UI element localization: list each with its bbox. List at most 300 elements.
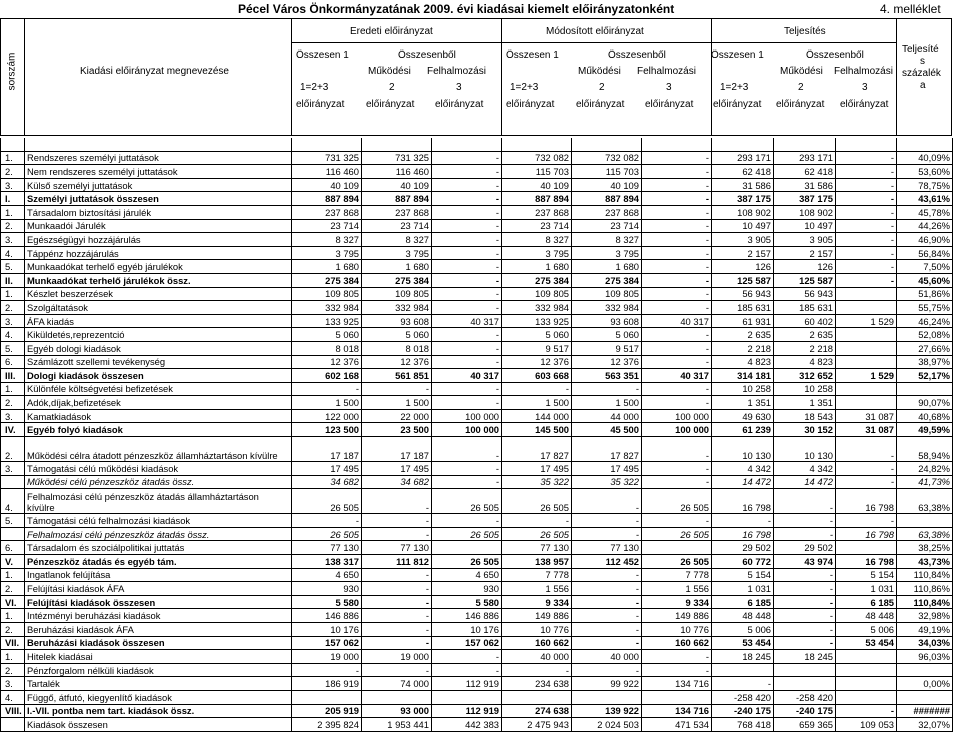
row-value: - bbox=[292, 514, 362, 528]
row-value: 12 376 bbox=[502, 355, 572, 369]
row-label: Munkaadókat terhelő járulékok össz. bbox=[25, 273, 292, 287]
row-value bbox=[642, 541, 712, 555]
row-value: 17 495 bbox=[362, 462, 432, 476]
row-value: - bbox=[432, 462, 502, 476]
row-value: - bbox=[836, 260, 897, 274]
row-value: 1 500 bbox=[572, 396, 642, 410]
row-value: - bbox=[642, 462, 712, 476]
row-value: 17 827 bbox=[502, 437, 572, 462]
row-value: 5 060 bbox=[292, 328, 362, 342]
row-value: 4 650 bbox=[292, 568, 362, 582]
row-value: - bbox=[642, 355, 712, 369]
row-value: 1 031 bbox=[712, 582, 774, 596]
row-number: 5. bbox=[1, 341, 25, 355]
row-value: 133 925 bbox=[292, 314, 362, 328]
row-value: 17 495 bbox=[292, 462, 362, 476]
row-value: 237 868 bbox=[572, 205, 642, 219]
row-value: 49,19% bbox=[897, 623, 953, 637]
row-value: - bbox=[642, 178, 712, 192]
row-value: 44 000 bbox=[572, 409, 642, 423]
row-value: - bbox=[362, 636, 432, 650]
row-value: 274 638 bbox=[502, 704, 572, 718]
row-label bbox=[25, 138, 292, 151]
row-value: - bbox=[642, 246, 712, 260]
row-value: 7 778 bbox=[642, 568, 712, 582]
row-value: - bbox=[836, 246, 897, 260]
row-label: Támogatási célú felhalmozási kiadások bbox=[25, 514, 292, 528]
row-value: - bbox=[432, 328, 502, 342]
row-label: Kamatkiadások bbox=[25, 409, 292, 423]
row-value: 10 176 bbox=[292, 623, 362, 637]
row-value: 99 922 bbox=[572, 677, 642, 691]
row-value: 563 351 bbox=[572, 369, 642, 383]
row-number: II. bbox=[1, 273, 25, 287]
row-value: - bbox=[362, 382, 432, 396]
row-value: 2 157 bbox=[774, 246, 836, 260]
row-value: 887 894 bbox=[502, 192, 572, 206]
h-pct-4: a bbox=[920, 80, 926, 91]
row-value: 332 984 bbox=[292, 301, 362, 315]
row-value: 144 000 bbox=[502, 409, 572, 423]
row-value: 112 919 bbox=[432, 704, 502, 718]
row-value: 2 635 bbox=[712, 328, 774, 342]
h-mod-e3: előirányzat bbox=[645, 99, 694, 110]
row-value: 134 716 bbox=[642, 677, 712, 691]
row-value: - bbox=[432, 514, 502, 528]
row-number: 5. bbox=[1, 260, 25, 274]
row-value: 38,97% bbox=[897, 355, 953, 369]
row-label: Egyéb folyó kiadások bbox=[25, 423, 292, 437]
row-value: - bbox=[572, 636, 642, 650]
row-number: 3. bbox=[1, 233, 25, 247]
row-label: Pénzforgalom nélküli kiadások bbox=[25, 663, 292, 677]
row-value: 38,25% bbox=[897, 541, 953, 555]
row-value: 35 322 bbox=[502, 475, 572, 489]
header-group-fulfilled: Teljesítés bbox=[784, 26, 826, 37]
row-value: - bbox=[572, 582, 642, 596]
row-number: 1. bbox=[1, 382, 25, 396]
row-value: - bbox=[836, 233, 897, 247]
table-row bbox=[1, 260, 953, 274]
row-label: Szolgáltatások bbox=[25, 301, 292, 315]
row-value: - bbox=[774, 582, 836, 596]
row-value bbox=[432, 138, 502, 151]
row-value: - bbox=[836, 151, 897, 165]
row-value: 122 000 bbox=[292, 409, 362, 423]
row-number: 1. bbox=[1, 205, 25, 219]
row-label: I.-VII. pontba nem tart. kiadások össz. bbox=[25, 704, 292, 718]
row-value: - bbox=[432, 219, 502, 233]
row-value: 26 505 bbox=[432, 527, 502, 541]
row-number bbox=[1, 527, 25, 541]
row-value: 23 500 bbox=[362, 423, 432, 437]
row-number: 1. bbox=[1, 151, 25, 165]
row-value: 43 974 bbox=[774, 555, 836, 569]
row-number: 1. bbox=[1, 568, 25, 582]
row-value: 2 475 943 bbox=[502, 718, 572, 732]
row-value: 14 472 bbox=[712, 475, 774, 489]
h-mod-c3: 3 bbox=[666, 82, 672, 93]
row-value bbox=[836, 663, 897, 677]
table-row bbox=[1, 178, 953, 192]
row-value: 40 000 bbox=[572, 650, 642, 664]
h-mod-of: Összesenből bbox=[608, 50, 666, 61]
row-value: 62 418 bbox=[712, 165, 774, 179]
row-value: 40 317 bbox=[642, 369, 712, 383]
row-value: 100 000 bbox=[432, 409, 502, 423]
row-value: - bbox=[362, 609, 432, 623]
row-label: Társadalom és szociálpolitikai juttatás bbox=[25, 541, 292, 555]
row-value: 31 586 bbox=[774, 178, 836, 192]
table-row bbox=[1, 663, 953, 677]
row-value: 52,17% bbox=[897, 369, 953, 383]
row-value: 1 351 bbox=[774, 396, 836, 410]
row-label: Támogatási célú működési kiadások bbox=[25, 462, 292, 476]
row-value: 10 776 bbox=[642, 623, 712, 637]
h-ful-of: Összesenből bbox=[806, 50, 864, 61]
table-row bbox=[1, 555, 953, 569]
row-number bbox=[1, 475, 25, 489]
row-value: 4 650 bbox=[432, 568, 502, 582]
row-value: 16 798 bbox=[712, 489, 774, 514]
row-value: 45,60% bbox=[897, 273, 953, 287]
row-value: 19 000 bbox=[362, 650, 432, 664]
row-value bbox=[502, 690, 572, 704]
row-value: - bbox=[642, 233, 712, 247]
row-label: Beruházási kiadások összesen bbox=[25, 636, 292, 650]
row-value: 9 334 bbox=[642, 595, 712, 609]
row-label: Munkaadói Járulék bbox=[25, 219, 292, 233]
row-value: 41,73% bbox=[897, 475, 953, 489]
row-value: 16 798 bbox=[712, 527, 774, 541]
row-label: Társadalom biztosítási járulék bbox=[25, 205, 292, 219]
row-value: 62 418 bbox=[774, 165, 836, 179]
row-value: 100 000 bbox=[642, 409, 712, 423]
header-sorszam: sorszám bbox=[6, 52, 18, 91]
row-value: 138 957 bbox=[502, 555, 572, 569]
row-value: 237 868 bbox=[502, 205, 572, 219]
row-value: 100 000 bbox=[642, 423, 712, 437]
row-value: - bbox=[836, 219, 897, 233]
row-value: 5 580 bbox=[432, 595, 502, 609]
row-value: 40 109 bbox=[572, 178, 642, 192]
row-label: Működési célú pénzeszköz átadás össz. bbox=[25, 475, 292, 489]
row-value: - bbox=[432, 192, 502, 206]
row-value: - bbox=[642, 205, 712, 219]
row-value: 100 000 bbox=[432, 423, 502, 437]
h-mod-e2: előirányzat bbox=[576, 99, 625, 110]
row-value: 31 087 bbox=[836, 423, 897, 437]
row-value: 3 795 bbox=[502, 246, 572, 260]
h-ful-total: Összesen 1 bbox=[711, 50, 764, 61]
table-row bbox=[1, 396, 953, 410]
row-value: 78,75% bbox=[897, 178, 953, 192]
row-value bbox=[432, 541, 502, 555]
row-number: 3. bbox=[1, 314, 25, 328]
row-value bbox=[642, 138, 712, 151]
row-value: 126 bbox=[712, 260, 774, 274]
row-value: 46,90% bbox=[897, 233, 953, 247]
row-number: 2. bbox=[1, 396, 25, 410]
row-value bbox=[836, 650, 897, 664]
row-value: 1 500 bbox=[292, 396, 362, 410]
row-value: 149 886 bbox=[642, 609, 712, 623]
row-value: 1 953 441 bbox=[362, 718, 432, 732]
row-value: - bbox=[642, 151, 712, 165]
table-row bbox=[1, 287, 953, 301]
row-value: 10 130 bbox=[774, 437, 836, 462]
row-value bbox=[774, 138, 836, 151]
row-value: 77 130 bbox=[292, 541, 362, 555]
row-value bbox=[836, 287, 897, 301]
row-value: - bbox=[774, 623, 836, 637]
row-value: 44,26% bbox=[897, 219, 953, 233]
table-row bbox=[1, 636, 953, 650]
row-value: 27,66% bbox=[897, 341, 953, 355]
row-value: - bbox=[836, 178, 897, 192]
row-value: 602 168 bbox=[292, 369, 362, 383]
row-value: - bbox=[432, 301, 502, 315]
row-value: 26 505 bbox=[432, 489, 502, 514]
table-row bbox=[1, 138, 953, 151]
row-value: 93 000 bbox=[362, 704, 432, 718]
row-value: -258 420 bbox=[774, 690, 836, 704]
table-row bbox=[1, 423, 953, 437]
row-value: 3 795 bbox=[572, 246, 642, 260]
row-value bbox=[836, 355, 897, 369]
row-label: Felújítási kiadások összesen bbox=[25, 595, 292, 609]
row-value: 61 239 bbox=[712, 423, 774, 437]
row-value bbox=[836, 396, 897, 410]
row-value: 26 505 bbox=[642, 555, 712, 569]
row-value: - bbox=[774, 489, 836, 514]
row-value: - bbox=[836, 514, 897, 528]
row-value: 12 376 bbox=[572, 355, 642, 369]
row-number: 6. bbox=[1, 541, 25, 555]
row-value: - bbox=[642, 260, 712, 274]
row-value: 26 505 bbox=[502, 527, 572, 541]
row-value bbox=[712, 663, 774, 677]
row-value: 205 919 bbox=[292, 704, 362, 718]
row-label: Pénzeszköz átadás és egyéb tám. bbox=[25, 555, 292, 569]
row-value bbox=[836, 382, 897, 396]
row-value bbox=[897, 514, 953, 528]
row-value: 234 638 bbox=[502, 677, 572, 691]
row-value: 32,98% bbox=[897, 609, 953, 623]
table-row bbox=[1, 301, 953, 315]
row-value: 53 454 bbox=[836, 636, 897, 650]
row-value: 8 018 bbox=[362, 341, 432, 355]
table-row bbox=[1, 489, 953, 514]
row-value bbox=[642, 690, 712, 704]
row-value bbox=[572, 690, 642, 704]
row-value: - bbox=[432, 246, 502, 260]
h-orig-total: Összesen 1 bbox=[296, 50, 349, 61]
row-value: 34 682 bbox=[362, 475, 432, 489]
row-number: 1. bbox=[1, 609, 25, 623]
row-value: 56,84% bbox=[897, 246, 953, 260]
table-row bbox=[1, 192, 953, 206]
row-value: 332 984 bbox=[362, 301, 432, 315]
row-value: 12 376 bbox=[362, 355, 432, 369]
row-label: Nem rendszeres személyi juttatások bbox=[25, 165, 292, 179]
h-orig-e1: előirányzat bbox=[296, 99, 345, 110]
row-value: - bbox=[836, 192, 897, 206]
row-value: 5 580 bbox=[292, 595, 362, 609]
row-value: 887 894 bbox=[572, 192, 642, 206]
row-value bbox=[836, 341, 897, 355]
row-number: 5. bbox=[1, 514, 25, 528]
row-value bbox=[836, 677, 897, 691]
table-row bbox=[1, 475, 953, 489]
row-value: 930 bbox=[292, 582, 362, 596]
row-value: 293 171 bbox=[712, 151, 774, 165]
row-value: 133 925 bbox=[502, 314, 572, 328]
table-row bbox=[1, 718, 953, 732]
h-mod-felh: Felhalmozási bbox=[637, 66, 696, 77]
h-orig-c3: 3 bbox=[456, 82, 462, 93]
row-number: 1. bbox=[1, 650, 25, 664]
row-value: 3 905 bbox=[712, 233, 774, 247]
header-group-original: Eredeti előirányzat bbox=[350, 26, 433, 37]
row-number: 2. bbox=[1, 165, 25, 179]
row-value: 145 500 bbox=[502, 423, 572, 437]
row-value: 48 448 bbox=[836, 609, 897, 623]
row-value: 1 680 bbox=[572, 260, 642, 274]
row-value: 3 905 bbox=[774, 233, 836, 247]
row-value: -240 175 bbox=[712, 704, 774, 718]
row-number: 1. bbox=[1, 287, 25, 301]
row-value: 116 460 bbox=[292, 165, 362, 179]
row-value: 275 384 bbox=[502, 273, 572, 287]
row-value: 26 505 bbox=[292, 489, 362, 514]
row-value: 659 365 bbox=[774, 718, 836, 732]
row-value bbox=[897, 138, 953, 151]
row-value: - bbox=[642, 328, 712, 342]
h-orig-muk: Működési bbox=[368, 66, 411, 77]
row-number: 4. bbox=[1, 246, 25, 260]
table-row bbox=[1, 609, 953, 623]
row-value: 60 772 bbox=[712, 555, 774, 569]
row-value: 126 bbox=[774, 260, 836, 274]
row-value: - bbox=[836, 704, 897, 718]
h-orig-c2: 2 bbox=[389, 82, 395, 93]
table-row bbox=[1, 527, 953, 541]
row-value: 10 176 bbox=[432, 623, 502, 637]
row-value bbox=[897, 382, 953, 396]
table-row bbox=[1, 205, 953, 219]
row-value: 116 460 bbox=[362, 165, 432, 179]
row-value: - bbox=[432, 382, 502, 396]
row-value: 8 327 bbox=[362, 233, 432, 247]
row-value: - bbox=[836, 462, 897, 476]
row-value: 23 714 bbox=[292, 219, 362, 233]
row-value: - bbox=[502, 382, 572, 396]
row-value: 2 635 bbox=[774, 328, 836, 342]
row-value: - bbox=[712, 514, 774, 528]
row-value: 16 798 bbox=[836, 489, 897, 514]
row-number: VII. bbox=[1, 636, 25, 650]
row-label: Adók,díjak,befizetések bbox=[25, 396, 292, 410]
row-value: 157 062 bbox=[292, 636, 362, 650]
row-value: 30 152 bbox=[774, 423, 836, 437]
row-value: 4 823 bbox=[712, 355, 774, 369]
row-value: - bbox=[572, 527, 642, 541]
row-value: 293 171 bbox=[774, 151, 836, 165]
row-value bbox=[774, 677, 836, 691]
row-value: 442 383 bbox=[432, 718, 502, 732]
row-number: V. bbox=[1, 555, 25, 569]
row-value: 110,84% bbox=[897, 595, 953, 609]
row-value: 96,03% bbox=[897, 650, 953, 664]
row-value: 6 185 bbox=[836, 595, 897, 609]
row-value: - bbox=[362, 582, 432, 596]
table-row bbox=[1, 690, 953, 704]
row-value: 40 109 bbox=[502, 178, 572, 192]
row-label: Felújítási kiadások ÁFA bbox=[25, 582, 292, 596]
row-value: 112 452 bbox=[572, 555, 642, 569]
row-value: 23 714 bbox=[502, 219, 572, 233]
row-value bbox=[836, 541, 897, 555]
row-label: Ingatlanok felújítása bbox=[25, 568, 292, 582]
row-value: 26 505 bbox=[292, 527, 362, 541]
row-value bbox=[836, 138, 897, 151]
row-value: 237 868 bbox=[292, 205, 362, 219]
row-value: 5 060 bbox=[572, 328, 642, 342]
row-value: 314 181 bbox=[712, 369, 774, 383]
row-value bbox=[897, 690, 953, 704]
row-value: - bbox=[642, 650, 712, 664]
row-value: 48 448 bbox=[712, 609, 774, 623]
row-value: 109 053 bbox=[836, 718, 897, 732]
row-value bbox=[502, 138, 572, 151]
row-value: 34,03% bbox=[897, 636, 953, 650]
row-value: 3 795 bbox=[362, 246, 432, 260]
row-value: - bbox=[572, 663, 642, 677]
row-value: 186 919 bbox=[292, 677, 362, 691]
row-value: - bbox=[642, 437, 712, 462]
row-value: 53 454 bbox=[712, 636, 774, 650]
row-label: Hitelek kiadásai bbox=[25, 650, 292, 664]
table-row bbox=[1, 409, 953, 423]
row-value: - bbox=[642, 663, 712, 677]
row-value: 29 502 bbox=[712, 541, 774, 555]
row-number: 2. bbox=[1, 437, 25, 462]
h-ful-e2: előirányzat bbox=[776, 99, 825, 110]
row-label: Külső személyi juttatások bbox=[25, 178, 292, 192]
row-number bbox=[1, 718, 25, 732]
row-value bbox=[836, 301, 897, 315]
row-value: 14 472 bbox=[774, 475, 836, 489]
row-label: Működési célra átadott pénzeszköz államháztartáson kívülre bbox=[25, 437, 292, 462]
table-row bbox=[1, 233, 953, 247]
row-value: 887 894 bbox=[362, 192, 432, 206]
row-value: 77 130 bbox=[362, 541, 432, 555]
row-value: - bbox=[642, 382, 712, 396]
table-row bbox=[1, 151, 953, 165]
row-value: 17 187 bbox=[292, 437, 362, 462]
row-value: - bbox=[432, 341, 502, 355]
row-value: 12 376 bbox=[292, 355, 362, 369]
row-value: 8 327 bbox=[572, 233, 642, 247]
row-value: - bbox=[362, 663, 432, 677]
row-value: 10 258 bbox=[712, 382, 774, 396]
table-row bbox=[1, 437, 953, 462]
row-number: 2. bbox=[1, 301, 25, 315]
row-value: 40 109 bbox=[292, 178, 362, 192]
row-value: 149 886 bbox=[502, 609, 572, 623]
row-value: 77 130 bbox=[502, 541, 572, 555]
